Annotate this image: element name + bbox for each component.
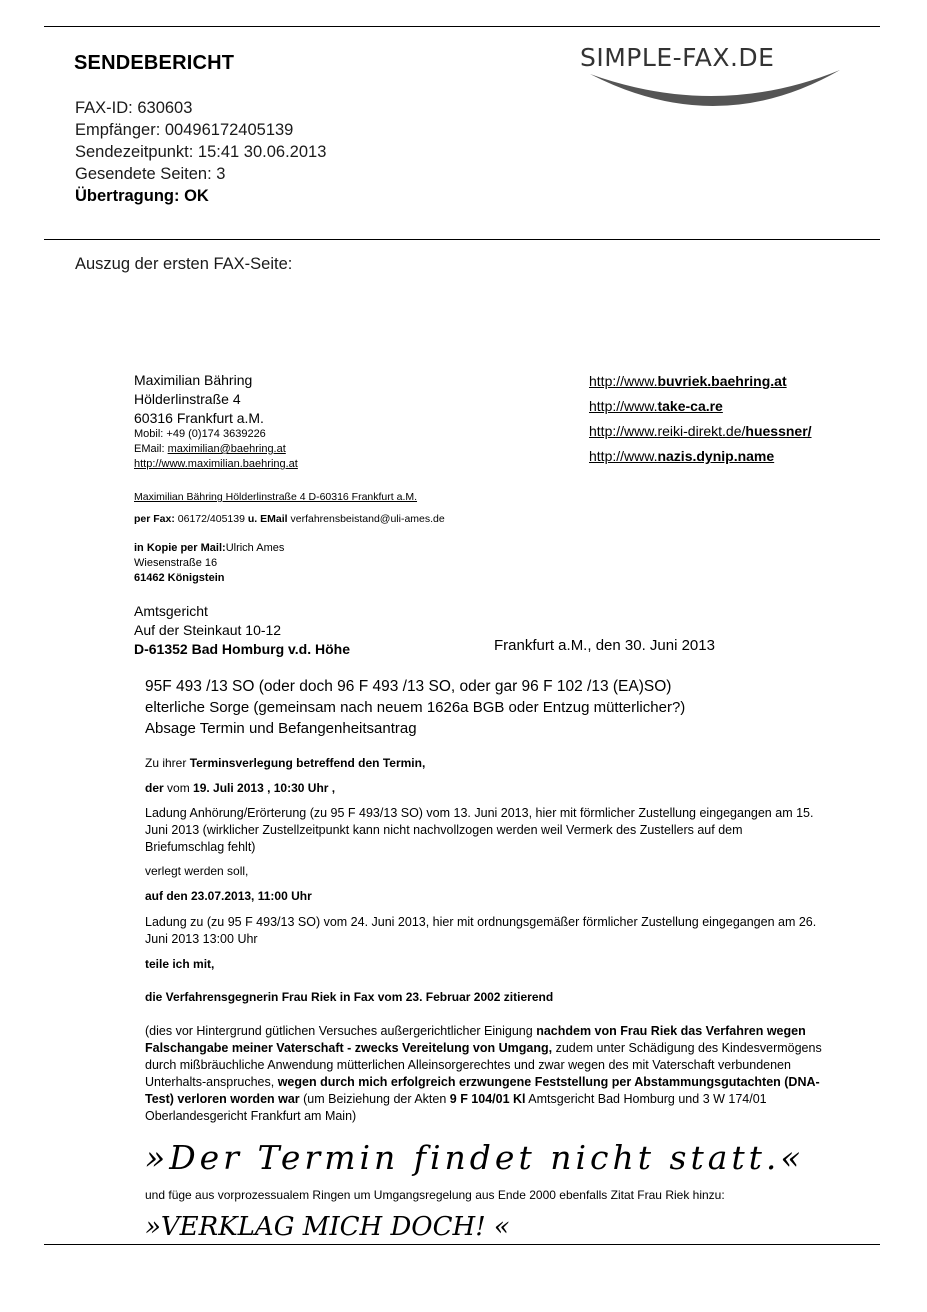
addressee-line2: Auf der Steinkaut 10-12	[134, 622, 282, 638]
return-address: Maximilian Bähring Hölderlinstraße 4 D-60316 Frankfurt a.M.	[134, 491, 418, 503]
p9-bold-f: 9 F 104/01 Kl	[449, 1092, 526, 1106]
p2-bold-pre: der	[145, 781, 164, 795]
body-p10: und füge aus vorprozessualem Ringen um Umgangsregelung aus Ende 2000 ebenfalls Zitat Frau Riek hinzu:	[145, 1188, 725, 1202]
body-p3: Ladung Anhörung/Erörterung (zu 95 F 493/13 SO) vom 13. Juni 2013, hier mit förmlicher Zustellung eingegangen am 15. Juni 2013 (wirklicher Zustellzeitpunkt kann nicht nachvollzogen werden weil Vermerk des Zustellers auf dem Briefumschlag fehlt)	[145, 806, 814, 854]
body-p8: die Verfahrensgegnerin Frau Riek in Fax vom 23. Februar 2002 zitierend	[145, 990, 554, 1004]
recipient: Empfänger: 00496172405139	[75, 121, 294, 139]
sender-mobile	[134, 428, 266, 440]
p9-text-c: zudem unter Schädigung des Kindesvermögens durch mißbräuchliche Anwendung mütterlichen Alleinsorgerechtes und zwar wegen des mit Vaterschaft verbundenen Unterhalts-anspruches,	[145, 1041, 822, 1089]
per-fax-and: u.	[247, 513, 258, 525]
transmission-value: OK	[184, 187, 209, 205]
link-prefix: http://www.reiki-direkt.de/	[589, 423, 746, 439]
subject-line2: elterliche Sorge (gemeinsam nach neuem 1626a BGB oder Entzug mütterlicher?)	[145, 699, 686, 716]
link-reiki[interactable]	[589, 423, 812, 439]
p9-text-e: (um Beiziehung der Akten	[299, 1092, 450, 1106]
copy-label: in Kopie per Mail:	[134, 542, 226, 554]
mobile-label: Mobil:	[134, 428, 164, 440]
link-bold: take-ca.re	[657, 398, 723, 414]
email-link[interactable]: maximilian@baehring.at	[167, 443, 286, 455]
top-rule	[44, 26, 880, 27]
body-p6: Ladung zu (zu 95 F 493/13 SO) vom 24. Juni 2013, hier mit ordnungsgemäßer förmlicher Zustellung eingegangen am 26. Juni 2013 13:00 Uhr	[145, 915, 817, 946]
sender-name: Maximilian Bähring	[134, 372, 253, 388]
link-prefix: http://www.	[589, 398, 658, 414]
subject-line3: Absage Termin und Befangenheitsantrag	[145, 720, 417, 737]
addressee-line1: Amtsgericht	[134, 603, 208, 619]
link-bold: huessner/	[745, 423, 812, 439]
p2-text: vom	[163, 781, 194, 795]
p9-text-a: (dies vor Hintergrund gütlichen Versuches außergerichtlicher Einigung	[145, 1024, 537, 1038]
simple-fax-logo	[578, 40, 868, 112]
p1-bold: Terminsverlegung betreffend den Termin,	[189, 756, 426, 770]
link-take-care[interactable]	[589, 398, 723, 414]
transmission-status	[75, 187, 209, 206]
middle-rule	[44, 239, 880, 240]
copy-city: 61462 Königstein	[134, 572, 225, 584]
link-prefix: http://www.	[589, 373, 658, 389]
link-prefix: http://www.	[589, 448, 658, 464]
excerpt-label: Auszug der ersten FAX-Seite:	[75, 255, 293, 273]
copy-street: Wiesenstraße 16	[134, 557, 218, 569]
p9-bold-b: nachdem von Frau Riek das Verfahren wegen Falschangabe meiner Vaterschaft - zwecks Vereitelung von Umgang,	[145, 1024, 806, 1055]
sender-city: 60316 Frankfurt a.M.	[134, 410, 264, 426]
sender-street: Hölderlinstraße 4	[134, 391, 241, 407]
mobile-number: +49 (0)174 3639226	[166, 428, 266, 440]
per-fax-email: verfahrensbeistand@uli-ames.de	[290, 513, 445, 525]
link-buvriek[interactable]	[589, 373, 787, 389]
p1-text: Zu ihrer	[145, 756, 190, 770]
handwritten-quote: »Der Termin findet nicht statt.«	[145, 1138, 805, 1177]
p9-text-g: Amtsgericht Bad Homburg und 3 W 174/01 Oberlandesgericht Frankfurt am Main)	[145, 1092, 767, 1123]
subject-line1: 95F 493 /13 SO (oder doch 96 F 493 /13 SO, oder gar 96 F 102 /13 (EA)SO)	[145, 678, 672, 695]
send-time: Sendezeitpunkt: 15:41 30.06.2013	[75, 143, 327, 161]
body-p2	[145, 781, 335, 795]
per-fax-label: per Fax:	[134, 513, 175, 525]
email-label: EMail:	[134, 443, 165, 455]
body-p9	[145, 1023, 825, 1125]
p9-bold-d: wegen durch mich erfolgreich erzwungene Feststellung per Abstammungsgutachten (DNA-Test) verloren worden war	[145, 1075, 820, 1106]
per-fax-email-label: EMail	[260, 513, 288, 525]
link-bold: buvriek.baehring.at	[657, 373, 787, 389]
fax-id: FAX-ID: 630603	[75, 99, 193, 117]
link-nazis[interactable]	[589, 448, 774, 464]
per-fax-number: 06172/405139	[177, 513, 245, 525]
copy-line	[134, 542, 284, 554]
sender-website-link[interactable]: http://www.maximilian.baehring.at	[134, 458, 298, 470]
addressee-line3: D-61352 Bad Homburg v.d. Höhe	[134, 641, 351, 657]
body-p5: auf den 23.07.2013, 11:00 Uhr	[145, 889, 312, 903]
p2-bold: 19. Juli 2013 , 10:30 Uhr ,	[193, 781, 336, 795]
date-line: Frankfurt a.M., den 30. Juni 2013	[494, 637, 715, 654]
per-fax-line	[134, 513, 445, 525]
transmission-label: Übertragung:	[75, 187, 180, 205]
bottom-rule	[44, 1244, 880, 1245]
copy-name: Ulrich Ames	[225, 542, 285, 554]
logo-text: SIMPLE-FAX.DE	[580, 43, 775, 72]
body-p1	[145, 756, 425, 770]
quote-verklag: »VERKLAG MICH DOCH! «	[145, 1212, 510, 1242]
report-title: SENDEBERICHT	[74, 52, 235, 74]
body-p4: verlegt werden soll,	[145, 864, 249, 878]
pages-sent: Gesendete Seiten: 3	[75, 165, 226, 183]
logo-swoosh	[590, 70, 840, 106]
body-p7: teile ich mit,	[145, 957, 215, 971]
sender-email	[134, 443, 286, 455]
link-bold: nazis.dynip.name	[657, 448, 775, 464]
